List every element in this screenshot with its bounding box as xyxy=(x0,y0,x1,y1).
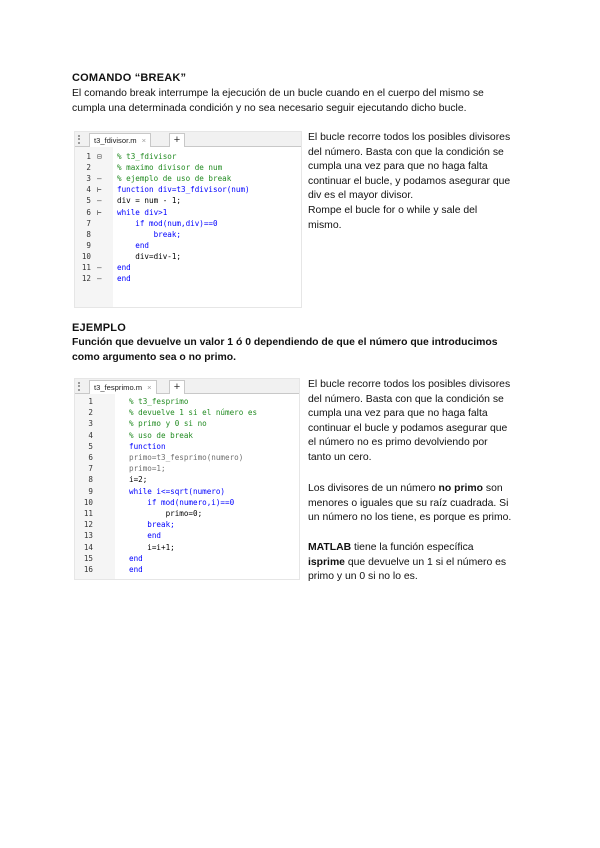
divisors-text: Los divisores de un número xyxy=(308,483,439,494)
code-text: % t3_fesprimo xyxy=(129,397,189,406)
code-text: end xyxy=(129,553,143,563)
explanation-divisors xyxy=(308,482,548,526)
line-number: 5 xyxy=(86,196,91,206)
code-line[interactable] xyxy=(75,207,301,218)
fold-marker-icon[interactable]: – xyxy=(97,274,102,284)
line-number: 11 xyxy=(81,263,91,272)
code-line[interactable] xyxy=(75,240,301,251)
code-line[interactable] xyxy=(75,474,299,485)
code-line[interactable] xyxy=(75,430,299,441)
editor-tab-fdivisor[interactable] xyxy=(89,133,151,147)
explanation-line: del número. Basta con que la condición se xyxy=(308,146,504,158)
code-line[interactable] xyxy=(75,530,299,541)
code-line[interactable] xyxy=(75,396,299,407)
code-editor-fdivisor xyxy=(74,131,302,308)
line-number: 16 xyxy=(83,565,93,574)
line-number: 12 xyxy=(81,274,91,284)
code-text: end xyxy=(117,274,131,284)
tab-label: t3_fesprimo.m xyxy=(94,383,143,392)
line-number: 4 xyxy=(88,430,93,440)
editor-tab-bar xyxy=(75,379,299,394)
line-number: 2 xyxy=(86,163,91,173)
code-line[interactable] xyxy=(75,407,299,418)
line-number: 10 xyxy=(81,251,91,261)
line-number: 3 xyxy=(88,419,93,429)
explanation-line: continuar el bucle, y podamos asegurar que xyxy=(308,175,511,187)
fold-marker-icon[interactable]: – xyxy=(97,263,102,272)
section-heading-break: COMANDO “BREAK” xyxy=(72,72,187,84)
matlab-emphasis: MATLAB xyxy=(308,542,352,553)
line-number: 8 xyxy=(86,229,91,239)
line-number: 2 xyxy=(88,408,93,418)
code-line[interactable] xyxy=(75,251,301,262)
divisors-line3: un número no los tiene, es porque es primo. xyxy=(308,512,512,524)
code-line[interactable] xyxy=(75,273,301,284)
line-number: 13 xyxy=(83,531,93,541)
code-line[interactable] xyxy=(75,195,301,206)
code-line[interactable] xyxy=(75,162,301,173)
editor-tab-fesprimo[interactable] xyxy=(89,380,157,394)
code-line[interactable] xyxy=(75,463,299,474)
code-text: i=2; xyxy=(129,475,148,485)
isprime-line3: primo y un 0 si no lo es. xyxy=(308,571,418,583)
code-text: i=i+1; xyxy=(129,542,175,552)
drag-grip-icon[interactable] xyxy=(78,135,82,144)
line-number: 7 xyxy=(88,464,93,474)
line-number: 8 xyxy=(88,475,93,485)
code-line[interactable] xyxy=(75,262,301,273)
code-line[interactable] xyxy=(75,218,301,229)
drag-grip-icon[interactable] xyxy=(78,382,82,391)
code-line[interactable] xyxy=(75,508,299,519)
explanation-line: tanto un cero. xyxy=(308,451,372,463)
fold-marker-icon[interactable]: – xyxy=(97,196,102,206)
code-line[interactable] xyxy=(75,564,299,575)
code-text: if mod(numero,i)==0 xyxy=(129,497,235,507)
code-text: end xyxy=(129,531,162,541)
new-tab-button[interactable]: + xyxy=(169,133,185,147)
explanation-line: div es el mayor divisor. xyxy=(308,190,414,202)
intro-paragraph-line1: El comando break interrumpe la ejecución de un bucle cuando en el cuerpo del mismo se xyxy=(72,88,484,99)
code-line[interactable] xyxy=(75,486,299,497)
explanation-line: del número. Basta con que la condición se xyxy=(308,393,504,405)
code-text: div=div-1; xyxy=(117,251,182,261)
code-line[interactable] xyxy=(75,151,301,162)
divisors-text: son xyxy=(483,483,503,494)
code-text: end xyxy=(129,565,143,574)
code-line[interactable] xyxy=(75,497,299,508)
line-number: 5 xyxy=(88,441,93,451)
no-primo-emphasis: no primo xyxy=(438,483,483,494)
line-number: 4 xyxy=(86,185,91,195)
code-area[interactable] xyxy=(75,147,301,307)
line-number: 6 xyxy=(86,207,91,217)
line-number: 7 xyxy=(86,218,91,228)
code-text: primo=1; xyxy=(129,464,166,474)
code-text: if mod(num,div)==0 xyxy=(117,218,218,228)
code-text: % uso de break xyxy=(129,430,194,440)
code-line[interactable] xyxy=(75,184,301,195)
explanation-line: el número no es primo devolviendo por xyxy=(308,437,488,449)
editor-tab-bar xyxy=(75,132,301,147)
line-number: 9 xyxy=(88,486,93,496)
explanation-line: continuar el bucle y podamos asegurar que xyxy=(308,422,508,434)
code-text: function div=t3_fdivisor(num) xyxy=(117,185,250,195)
explanation-isprime xyxy=(308,541,548,585)
line-number: 1 xyxy=(88,397,93,406)
code-line[interactable] xyxy=(75,418,299,429)
line-number: 11 xyxy=(83,509,93,518)
line-number: 1 xyxy=(86,152,91,161)
code-text: % devuelve 1 si el número es xyxy=(129,408,258,418)
code-text: while i<=sqrt(numero) xyxy=(129,486,226,496)
intro-paragraph-line2: cumpla una determinada condición y no sea necesario seguir ejecutando dicho bucle. xyxy=(72,103,467,114)
code-line[interactable] xyxy=(75,452,299,463)
code-text: end xyxy=(117,263,131,272)
explanation-line: El bucle recorre todos los posibles divisores xyxy=(308,379,511,390)
code-text: % primo y 0 si no xyxy=(129,419,207,429)
code-line[interactable] xyxy=(75,553,299,564)
isprime-line1 xyxy=(308,541,548,556)
code-line[interactable] xyxy=(75,519,299,530)
isprime-line2 xyxy=(308,556,548,571)
close-icon[interactable]: × xyxy=(147,383,152,392)
new-tab-button[interactable]: + xyxy=(169,380,185,394)
fold-marker-icon[interactable]: – xyxy=(97,174,102,184)
divisors-line1 xyxy=(308,482,548,497)
code-text: % t3_fdivisor xyxy=(117,152,177,161)
code-text: while div>1 xyxy=(117,207,168,217)
code-text: end xyxy=(117,240,150,250)
explanation-line: Rompe el bucle for o while y sale del xyxy=(308,204,478,216)
explanation-line: El bucle recorre todos los posibles divisores xyxy=(308,132,511,143)
code-text: break; xyxy=(129,520,175,530)
divisors-line2: menores o iguales que su raíz cuadrada. Si xyxy=(308,497,509,509)
explanation-line: mismo. xyxy=(308,219,342,231)
code-line[interactable] xyxy=(75,542,299,553)
isprime-emphasis: isprime xyxy=(308,556,345,568)
explanation-break xyxy=(308,131,538,233)
line-number: 15 xyxy=(83,553,93,563)
code-line[interactable] xyxy=(75,229,301,240)
explanation-line: cumpla una vez para que no haga falta xyxy=(308,161,488,173)
line-number: 6 xyxy=(88,453,93,462)
fold-marker-icon[interactable]: ⊢ xyxy=(97,185,102,195)
isprime-text: tiene la función específica xyxy=(351,542,474,553)
tab-label: t3_fdivisor.m xyxy=(94,136,137,145)
line-number: 10 xyxy=(83,497,93,507)
code-line[interactable] xyxy=(75,173,301,184)
code-text: div = num - 1; xyxy=(117,196,182,206)
code-editor-fesprimo xyxy=(74,378,300,580)
close-icon[interactable]: × xyxy=(141,136,147,145)
line-number: 14 xyxy=(83,542,93,552)
code-text: break; xyxy=(117,229,182,239)
line-number: 12 xyxy=(83,520,93,530)
code-line[interactable] xyxy=(75,441,299,452)
code-text: primo=0; xyxy=(129,509,203,518)
fold-marker-icon[interactable]: ⊟ xyxy=(97,152,102,161)
section-heading-ejemplo: EJEMPLO xyxy=(72,322,126,334)
line-number: 3 xyxy=(86,174,91,184)
example-subtitle-line1: Función que devuelve un valor 1 ó 0 dependiendo de que el número que introducimos xyxy=(72,337,498,348)
code-text: primo=t3_fesprimo(numero) xyxy=(129,453,244,462)
explanation-example xyxy=(308,378,548,466)
line-number: 9 xyxy=(86,240,91,250)
code-text: function xyxy=(129,441,166,451)
example-subtitle-line2: como argumento sea o no primo. xyxy=(72,352,236,363)
code-area[interactable] xyxy=(75,394,299,579)
code-text: % maximo divisor de num xyxy=(117,163,223,173)
code-text: % ejemplo de uso de break xyxy=(117,174,232,184)
isprime-text: que devuelve un 1 si el número es xyxy=(344,556,507,568)
fold-marker-icon[interactable]: ⊢ xyxy=(97,207,102,217)
explanation-line: cumpla una vez para que no haga falta xyxy=(308,408,488,420)
